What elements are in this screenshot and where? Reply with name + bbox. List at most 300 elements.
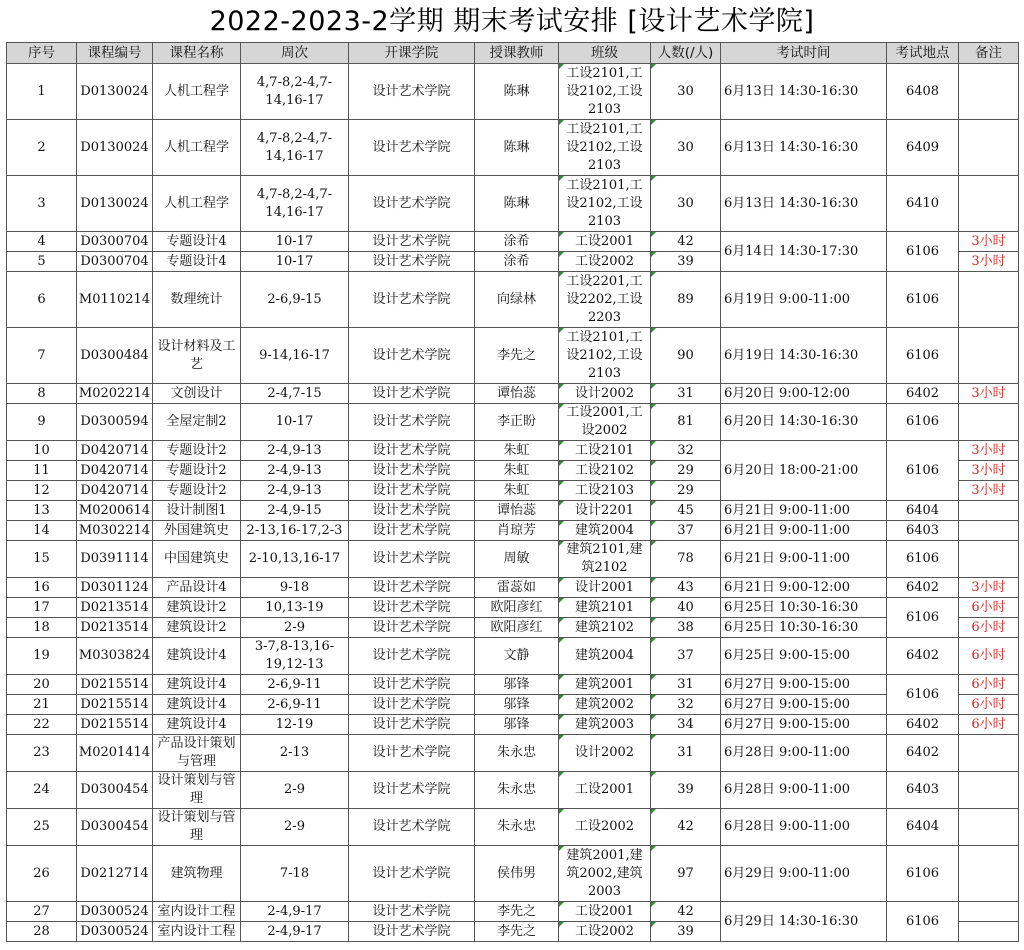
table-row	[7, 675, 1019, 695]
teacher: 陈琳	[475, 176, 559, 232]
column-header: 考试时间	[721, 43, 887, 64]
weeks: 2-6,9-11	[241, 675, 349, 695]
note	[959, 846, 1019, 902]
course-name: 产品设计4	[153, 578, 241, 598]
course-name: 建筑设计4	[153, 695, 241, 715]
teacher: 雷蕊如	[475, 578, 559, 598]
teacher: 朱永忠	[475, 809, 559, 846]
weeks: 4,7-8,2-4,7-14,16-17	[241, 120, 349, 176]
class: 工设2001	[559, 232, 651, 252]
college: 设计艺术学院	[349, 902, 475, 922]
row-number: 5	[7, 252, 77, 272]
note	[959, 735, 1019, 772]
row-number: 9	[7, 404, 77, 441]
college: 设计艺术学院	[349, 328, 475, 384]
exam-room: 6402	[887, 715, 959, 735]
student-count: 40	[651, 598, 721, 618]
course-name: 专题设计2	[153, 461, 241, 481]
weeks: 2-9	[241, 772, 349, 809]
exam-time: 6月13日 14:30-16:30	[721, 120, 887, 176]
column-header: 课程名称	[153, 43, 241, 64]
note	[959, 272, 1019, 328]
teacher: 朱永忠	[475, 772, 559, 809]
college: 设计艺术学院	[349, 252, 475, 272]
course-name: 人机工程学	[153, 64, 241, 120]
table-row	[7, 541, 1019, 578]
college: 设计艺术学院	[349, 618, 475, 638]
course-name: 建筑设计2	[153, 598, 241, 618]
class: 建筑2102	[559, 618, 651, 638]
course-name: 室内设计工程	[153, 922, 241, 942]
teacher: 邬锋	[475, 695, 559, 715]
teacher: 李先之	[475, 922, 559, 942]
exam-time: 6月21日 9:00-11:00	[721, 521, 887, 541]
weeks: 2-4,9-15	[241, 501, 349, 521]
course-name: 专题设计2	[153, 441, 241, 461]
row-number: 22	[7, 715, 77, 735]
row-number: 17	[7, 598, 77, 618]
student-count: 32	[651, 441, 721, 461]
weeks: 10-17	[241, 404, 349, 441]
college: 设计艺术学院	[349, 120, 475, 176]
college: 设计艺术学院	[349, 64, 475, 120]
course-name: 建筑设计4	[153, 715, 241, 735]
exam-room: 6106	[887, 232, 959, 272]
exam-room: 6408	[887, 64, 959, 120]
exam-time: 6月13日 14:30-16:30	[721, 176, 887, 232]
exam-room: 6403	[887, 772, 959, 809]
row-number: 23	[7, 735, 77, 772]
class: 建筑2001	[559, 675, 651, 695]
student-count: 31	[651, 384, 721, 404]
college: 设计艺术学院	[349, 384, 475, 404]
exam-time: 6月19日 9:00-11:00	[721, 272, 887, 328]
teacher: 李先之	[475, 328, 559, 384]
teacher: 文静	[475, 638, 559, 675]
teacher: 朱虹	[475, 461, 559, 481]
college: 设计艺术学院	[349, 404, 475, 441]
exam-time: 6月25日 9:00-15:00	[721, 638, 887, 675]
student-count: 30	[651, 120, 721, 176]
student-count: 30	[651, 64, 721, 120]
class: 设计2002	[559, 735, 651, 772]
row-number: 16	[7, 578, 77, 598]
teacher: 涂希	[475, 252, 559, 272]
course-name: 建筑物理	[153, 846, 241, 902]
class: 工设2101,工设2102,工设2103	[559, 176, 651, 232]
table-row	[7, 176, 1019, 232]
table-row	[7, 598, 1019, 618]
row-number: 12	[7, 481, 77, 501]
note: 6小时	[959, 675, 1019, 695]
row-number: 11	[7, 461, 77, 481]
course-name: 专题设计2	[153, 481, 241, 501]
college: 设计艺术学院	[349, 846, 475, 902]
teacher: 谭怡蕊	[475, 501, 559, 521]
course-code: M0302214	[77, 521, 153, 541]
row-number: 19	[7, 638, 77, 675]
exam-time: 6月21日 9:00-12:00	[721, 578, 887, 598]
exam-time: 6月28日 9:00-11:00	[721, 772, 887, 809]
note: 6小时	[959, 618, 1019, 638]
exam-room: 6402	[887, 638, 959, 675]
student-count: 38	[651, 618, 721, 638]
row-number: 24	[7, 772, 77, 809]
college: 设计艺术学院	[349, 809, 475, 846]
exam-time: 6月27日 9:00-15:00	[721, 675, 887, 695]
course-name: 文创设计	[153, 384, 241, 404]
college: 设计艺术学院	[349, 735, 475, 772]
weeks: 2-10,13,16-17	[241, 541, 349, 578]
college: 设计艺术学院	[349, 272, 475, 328]
note	[959, 521, 1019, 541]
student-count: 97	[651, 846, 721, 902]
table-row	[7, 902, 1019, 922]
class: 设计2002	[559, 384, 651, 404]
student-count: 39	[651, 772, 721, 809]
student-count: 89	[651, 272, 721, 328]
class: 工设2002	[559, 922, 651, 942]
table-row	[7, 272, 1019, 328]
table-row	[7, 618, 1019, 638]
note: 6小时	[959, 715, 1019, 735]
student-count: 31	[651, 675, 721, 695]
row-number: 25	[7, 809, 77, 846]
course-code: D0130024	[77, 176, 153, 232]
class: 工设2001,工设2002	[559, 404, 651, 441]
course-code: D0130024	[77, 120, 153, 176]
course-name: 设计材料及工艺	[153, 328, 241, 384]
exam-time: 6月27日 9:00-15:00	[721, 715, 887, 735]
student-count: 42	[651, 232, 721, 252]
teacher: 邬锋	[475, 675, 559, 695]
course-code: D0420714	[77, 481, 153, 501]
weeks: 2-4,9-13	[241, 461, 349, 481]
weeks: 10-17	[241, 232, 349, 252]
note	[959, 176, 1019, 232]
teacher: 李正盼	[475, 404, 559, 441]
table-row	[7, 735, 1019, 772]
college: 设计艺术学院	[349, 578, 475, 598]
exam-room: 6403	[887, 521, 959, 541]
student-count: 39	[651, 922, 721, 942]
teacher: 陈琳	[475, 120, 559, 176]
student-count: 42	[651, 809, 721, 846]
exam-room: 6402	[887, 735, 959, 772]
row-number: 14	[7, 521, 77, 541]
row-number: 20	[7, 675, 77, 695]
table-body	[7, 64, 1019, 942]
college: 设计艺术学院	[349, 598, 475, 618]
teacher: 侯伟男	[475, 846, 559, 902]
table-row	[7, 441, 1019, 461]
course-code: D0130024	[77, 64, 153, 120]
class: 工设2102	[559, 461, 651, 481]
course-code: D0212714	[77, 846, 153, 902]
row-number: 27	[7, 902, 77, 922]
note	[959, 809, 1019, 846]
course-name: 专题设计4	[153, 232, 241, 252]
row-number: 7	[7, 328, 77, 384]
course-name: 中国建筑史	[153, 541, 241, 578]
course-name: 室内设计工程	[153, 902, 241, 922]
weeks: 2-4,7-15	[241, 384, 349, 404]
weeks: 9-18	[241, 578, 349, 598]
course-name: 人机工程学	[153, 176, 241, 232]
table-row	[7, 328, 1019, 384]
course-name: 外国建筑史	[153, 521, 241, 541]
course-code: D0420714	[77, 461, 153, 481]
class: 建筑2004	[559, 638, 651, 675]
column-header: 人数(/人)	[651, 43, 721, 64]
row-number: 4	[7, 232, 77, 252]
class: 工设2201,工设2202,工设2203	[559, 272, 651, 328]
student-count: 42	[651, 902, 721, 922]
course-name: 设计策划与管理	[153, 809, 241, 846]
exam-time: 6月20日 14:30-16:30	[721, 404, 887, 441]
column-header: 周次	[241, 43, 349, 64]
course-code: D0301124	[77, 578, 153, 598]
table-row	[7, 772, 1019, 809]
exam-room: 6409	[887, 120, 959, 176]
weeks: 4,7-8,2-4,7-14,16-17	[241, 64, 349, 120]
weeks: 2-6,9-15	[241, 272, 349, 328]
note: 6小时	[959, 695, 1019, 715]
college: 设计艺术学院	[349, 176, 475, 232]
student-count: 31	[651, 735, 721, 772]
class: 工设2002	[559, 252, 651, 272]
note	[959, 501, 1019, 521]
student-count: 90	[651, 328, 721, 384]
teacher: 涂希	[475, 232, 559, 252]
student-count: 29	[651, 481, 721, 501]
course-code: D0300594	[77, 404, 153, 441]
note: 3小时	[959, 384, 1019, 404]
teacher: 陈琳	[475, 64, 559, 120]
course-code: D0215514	[77, 695, 153, 715]
weeks: 2-13	[241, 735, 349, 772]
class: 工设2001	[559, 772, 651, 809]
teacher: 谭怡蕊	[475, 384, 559, 404]
teacher: 欧阳彦红	[475, 618, 559, 638]
course-code: D0300484	[77, 328, 153, 384]
exam-room: 6106	[887, 328, 959, 384]
row-number: 15	[7, 541, 77, 578]
column-header: 课程编号	[77, 43, 153, 64]
column-header: 授课教师	[475, 43, 559, 64]
table-row	[7, 846, 1019, 902]
course-code: D0420714	[77, 441, 153, 461]
course-code: M0200614	[77, 501, 153, 521]
course-code: D0213514	[77, 598, 153, 618]
exam-time: 6月27日 9:00-15:00	[721, 695, 887, 715]
table-row	[7, 715, 1019, 735]
note: 6小时	[959, 638, 1019, 675]
course-name: 专题设计4	[153, 252, 241, 272]
weeks: 2-4,9-13	[241, 481, 349, 501]
exam-room: 6404	[887, 501, 959, 521]
weeks: 2-9	[241, 618, 349, 638]
class: 工设2101,工设2102,工设2103	[559, 120, 651, 176]
page-title: 2022-2023-2学期 期末考试安排 [设计艺术学院]	[209, 6, 815, 37]
exam-time: 6月25日 10:30-16:30	[721, 618, 887, 638]
course-code: D0300454	[77, 772, 153, 809]
table-row	[7, 638, 1019, 675]
course-code: M0303824	[77, 638, 153, 675]
column-header: 序号	[7, 43, 77, 64]
note	[959, 328, 1019, 384]
teacher: 邬锋	[475, 715, 559, 735]
row-number: 6	[7, 272, 77, 328]
table-row	[7, 384, 1019, 404]
course-code: M0110214	[77, 272, 153, 328]
college: 设计艺术学院	[349, 772, 475, 809]
student-count: 37	[651, 521, 721, 541]
course-code: D0300454	[77, 809, 153, 846]
weeks: 7-18	[241, 846, 349, 902]
college: 设计艺术学院	[349, 541, 475, 578]
note	[959, 541, 1019, 578]
college: 设计艺术学院	[349, 715, 475, 735]
column-header: 备注	[959, 43, 1019, 64]
weeks: 2-13,16-17,2-3	[241, 521, 349, 541]
exam-time: 6月29日 14:30-16:30	[721, 902, 887, 942]
course-code: M0202214	[77, 384, 153, 404]
row-number: 26	[7, 846, 77, 902]
exam-room: 6106	[887, 675, 959, 715]
exam-room: 6402	[887, 578, 959, 598]
table-row	[7, 120, 1019, 176]
exam-room: 6402	[887, 384, 959, 404]
student-count: 45	[651, 501, 721, 521]
class: 建筑2003	[559, 715, 651, 735]
student-count: 81	[651, 404, 721, 441]
weeks: 2-9	[241, 809, 349, 846]
row-number: 2	[7, 120, 77, 176]
table-row	[7, 809, 1019, 846]
teacher: 向绿林	[475, 272, 559, 328]
class: 工设2101,工设2102,工设2103	[559, 64, 651, 120]
course-name: 全屋定制2	[153, 404, 241, 441]
exam-time: 6月14日 14:30-17:30	[721, 232, 887, 272]
exam-time: 6月21日 9:00-11:00	[721, 501, 887, 521]
weeks: 12-19	[241, 715, 349, 735]
exam-room: 6106	[887, 598, 959, 638]
course-name: 设计制图1	[153, 501, 241, 521]
course-code: D0300704	[77, 232, 153, 252]
class: 建筑2101	[559, 598, 651, 618]
class: 工设2002	[559, 809, 651, 846]
class: 建筑2002	[559, 695, 651, 715]
table-row	[7, 695, 1019, 715]
weeks: 2-6,9-11	[241, 695, 349, 715]
teacher: 肖琼芳	[475, 521, 559, 541]
note: 3小时	[959, 461, 1019, 481]
note	[959, 922, 1019, 942]
exam-time: 6月13日 14:30-16:30	[721, 64, 887, 120]
course-code: D0213514	[77, 618, 153, 638]
exam-time: 6月21日 9:00-11:00	[721, 541, 887, 578]
student-count: 30	[651, 176, 721, 232]
student-count: 39	[651, 252, 721, 272]
teacher: 朱虹	[475, 441, 559, 461]
class: 建筑2004	[559, 521, 651, 541]
exam-time: 6月20日 18:00-21:00	[721, 441, 887, 501]
exam-room: 6106	[887, 541, 959, 578]
weeks: 10,13-19	[241, 598, 349, 618]
college: 设计艺术学院	[349, 521, 475, 541]
column-header: 考试地点	[887, 43, 959, 64]
note	[959, 404, 1019, 441]
college: 设计艺术学院	[349, 501, 475, 521]
class: 工设2103	[559, 481, 651, 501]
weeks: 3-7,8-13,16-19,12-13	[241, 638, 349, 675]
class: 工设2101,工设2102,工设2103	[559, 328, 651, 384]
course-name: 建筑设计4	[153, 675, 241, 695]
exam-time: 6月28日 9:00-11:00	[721, 735, 887, 772]
course-code: D0391114	[77, 541, 153, 578]
header-row	[7, 43, 1019, 64]
row-number: 3	[7, 176, 77, 232]
row-number: 1	[7, 64, 77, 120]
college: 设计艺术学院	[349, 441, 475, 461]
course-code: M0201414	[77, 735, 153, 772]
teacher: 朱永忠	[475, 735, 559, 772]
class: 工设2101	[559, 441, 651, 461]
row-number: 21	[7, 695, 77, 715]
course-code: D0300524	[77, 902, 153, 922]
note	[959, 902, 1019, 922]
note	[959, 120, 1019, 176]
student-count: 78	[651, 541, 721, 578]
course-code: D0215514	[77, 715, 153, 735]
student-count: 32	[651, 695, 721, 715]
course-name: 产品设计策划与管理	[153, 735, 241, 772]
row-number: 18	[7, 618, 77, 638]
exam-room: 6106	[887, 902, 959, 942]
teacher: 朱虹	[475, 481, 559, 501]
exam-time: 6月19日 14:30-16:30	[721, 328, 887, 384]
row-number: 13	[7, 501, 77, 521]
note: 3小时	[959, 232, 1019, 252]
row-number: 28	[7, 922, 77, 942]
exam-time: 6月25日 10:30-16:30	[721, 598, 887, 618]
class: 设计2201	[559, 501, 651, 521]
exam-time: 6月29日 9:00-11:00	[721, 846, 887, 902]
course-name: 人机工程学	[153, 120, 241, 176]
table-row	[7, 578, 1019, 598]
course-name: 数理统计	[153, 272, 241, 328]
note: 3小时	[959, 441, 1019, 461]
class: 工设2001	[559, 902, 651, 922]
row-number: 8	[7, 384, 77, 404]
teacher: 欧阳彦红	[475, 598, 559, 618]
exam-room: 6106	[887, 272, 959, 328]
note: 3小时	[959, 578, 1019, 598]
table-row	[7, 232, 1019, 252]
column-header: 班级	[559, 43, 651, 64]
table-row	[7, 64, 1019, 120]
weeks: 10-17	[241, 252, 349, 272]
course-code: D0300524	[77, 922, 153, 942]
course-name: 建筑设计2	[153, 618, 241, 638]
class: 设计2001	[559, 578, 651, 598]
college: 设计艺术学院	[349, 922, 475, 942]
exam-schedule-table	[6, 42, 1019, 942]
course-name: 建筑设计4	[153, 638, 241, 675]
course-code: D0215514	[77, 675, 153, 695]
exam-time: 6月20日 9:00-12:00	[721, 384, 887, 404]
